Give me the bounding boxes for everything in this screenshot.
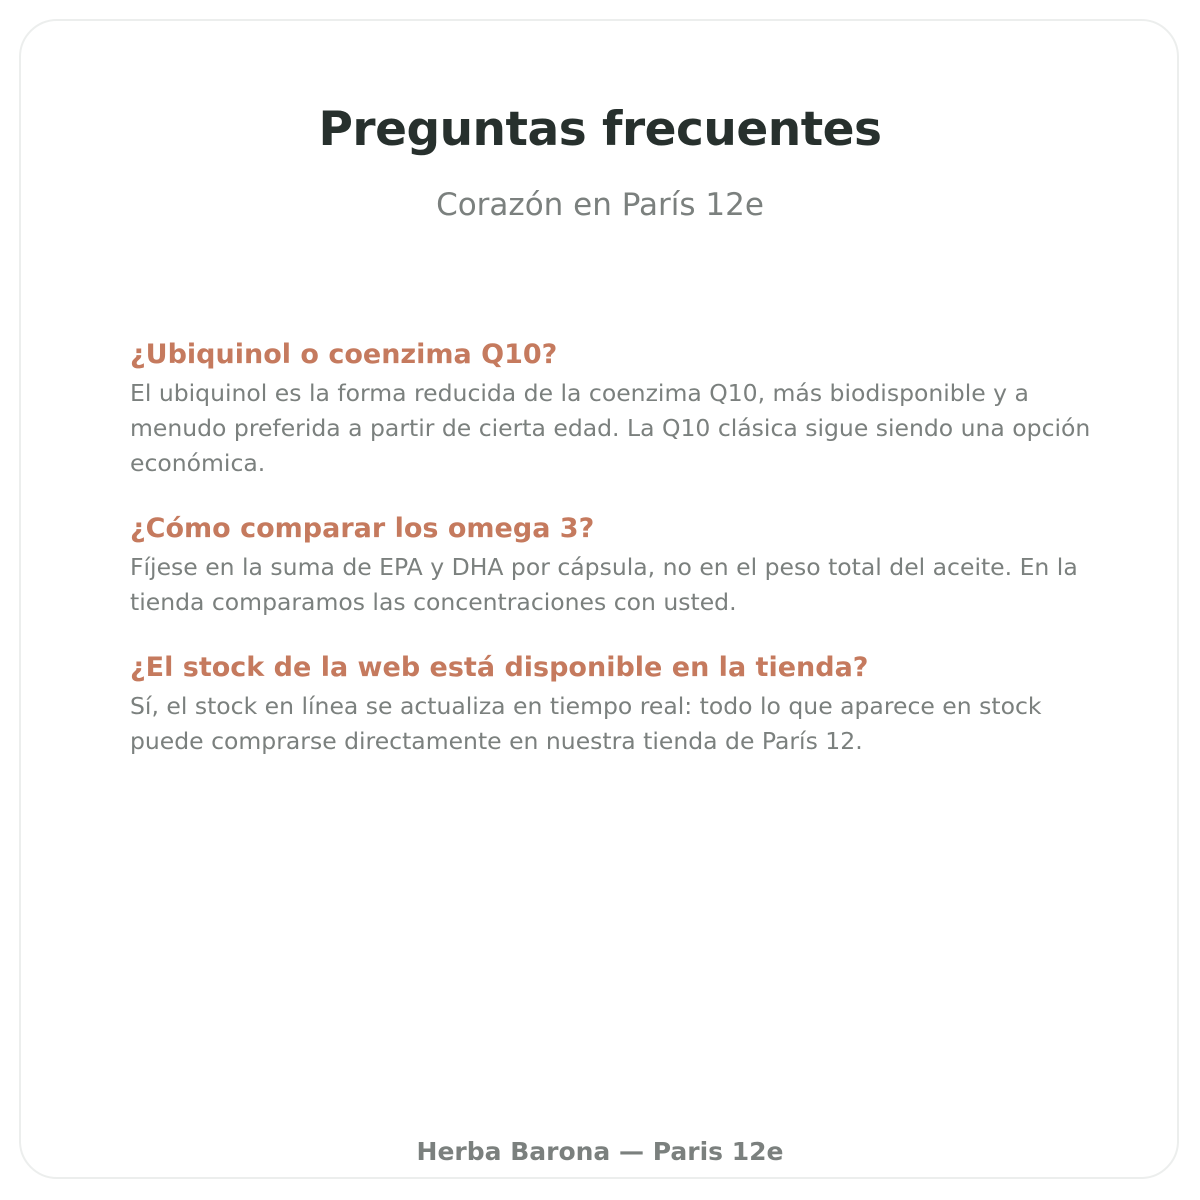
page-subtitle: Corazón en París 12e [436,187,764,223]
faq-answer: El ubiquinol es la forma reducida de la coenzima Q10, más biodisponible y a menudo preferida a partir de cierta edad. La Q10 clásica sigue siendo una opción económica. [130,379,1091,477]
faq-question: ¿Ubiquinol o coenzima Q10? [130,339,558,370]
faq-answer: Sí, el stock en línea se actualiza en tiempo real: todo lo que aparece en stock puede comprarse directamente en nuestra tienda de París 12. [130,692,1042,755]
faq-question: ¿Cómo comparar los omega 3? [130,513,595,544]
page-title: Preguntas frecuentes [318,102,882,157]
faq-item-ubiquinol [130,336,1100,481]
faq-question: ¿El stock de la web está disponible en la tienda? [130,652,869,683]
faq-item-omega3 [130,510,1100,620]
faq-answer: Fíjese en la suma de EPA y DHA por cápsula, no en el peso total del aceite. En la tienda comparamos las concentraciones con usted. [130,553,1078,616]
faq-item-stock [130,649,1100,759]
footer-brand: Herba Barona — Paris 12e [416,1137,784,1166]
